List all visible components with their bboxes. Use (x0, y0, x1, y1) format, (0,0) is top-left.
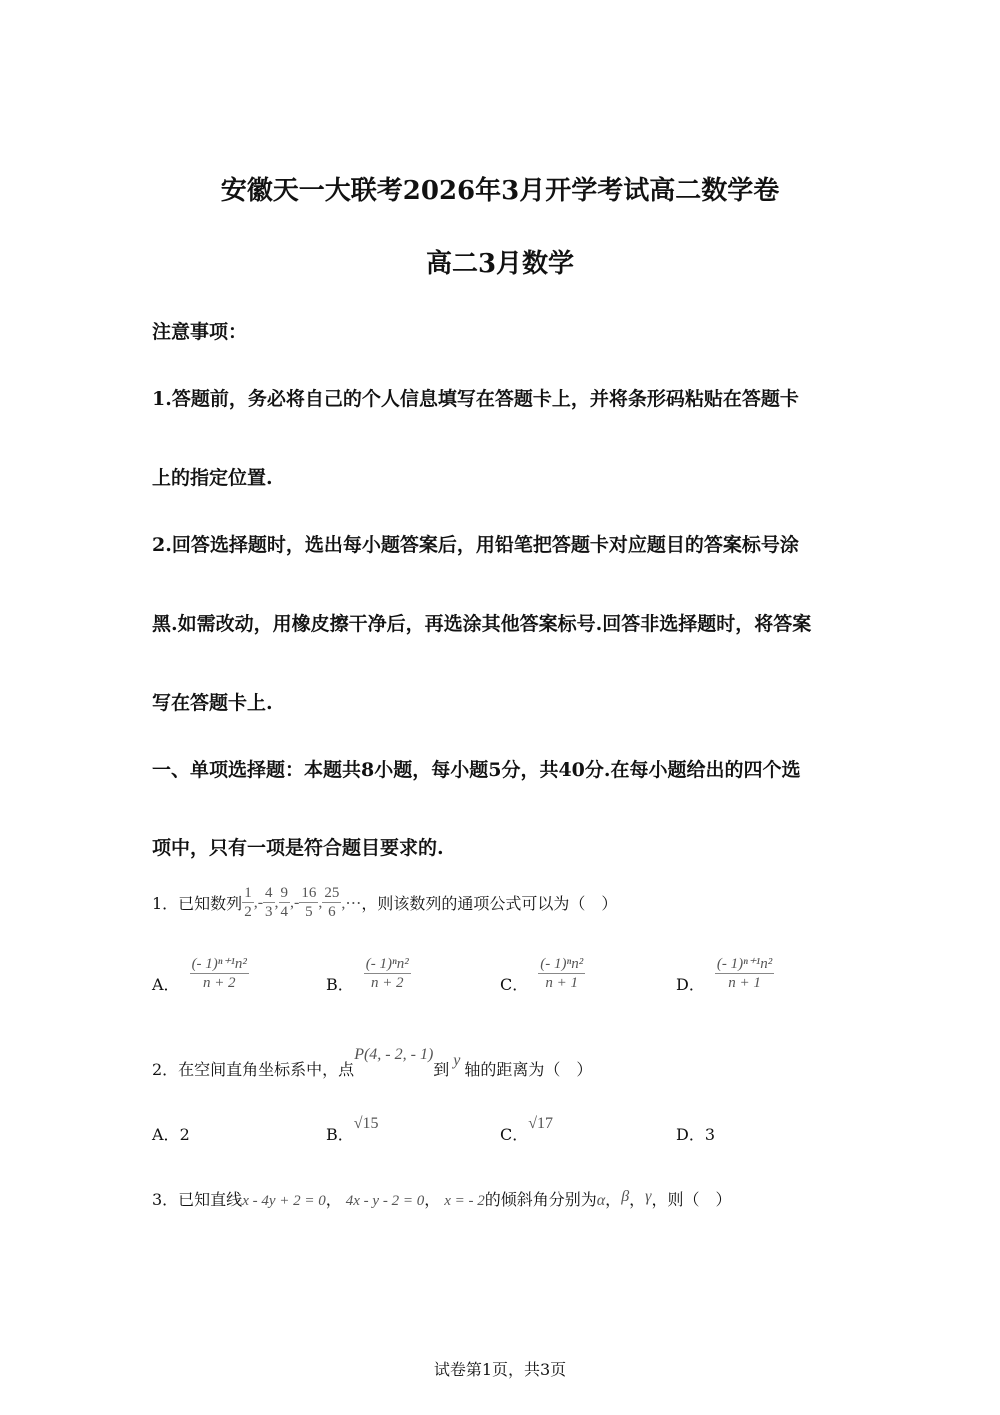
q1-term-3: $\frac{9}{4}$ (280, 885, 289, 920)
q1-option-a-formula (190, 955, 249, 992)
q3-beta: β (621, 1188, 630, 1205)
q2-option-c-value: √17 (528, 1115, 554, 1132)
q3-line-1: x - 4y + 2 = 0 (242, 1193, 326, 1209)
question-3: 3．已知直线x - 4y + 2 = 0， 4x - y - 2 = 0， x = - 2的倾斜角分别为α，β，γ，则（ ） (152, 1188, 732, 1209)
notice-1-line2: 上的指定位置. (152, 467, 273, 489)
q2-option-a[interactable] (152, 1122, 190, 1145)
q1-option-d-label: D． (676, 975, 705, 994)
q2-prefix: 2．在空间直角坐标系中，点 (152, 1060, 355, 1079)
q3-gamma: γ (645, 1188, 652, 1205)
q2-option-d[interactable] (676, 1122, 715, 1145)
q2-option-d-value: 3 (704, 1125, 716, 1144)
notice-1-line1: 1.答题前，务必将自己的个人信息填写在答题卡上，并将条形码粘贴在答题卡 (152, 388, 799, 410)
q1-prefix: 1．已知数列 (152, 894, 243, 913)
q1-option-d-num: (- 1)ⁿ⁺¹n² (716, 956, 773, 972)
exam-title: 安徽天一大联考2026年3月开学考试高二数学卷 (220, 176, 780, 206)
question-1: 1．已知数列 $\frac{1}{2}$ ,- $\frac{4}{3}$ , $\frac{9}{4}$ ,- $\frac{16}{5}$ , $\frac{25}{6}$ ,⋯ ，则该数列的通项公式可以为（ ） (152, 885, 618, 920)
exam-subtitle: 高二3月数学 (425, 249, 575, 279)
q1-term-4: $\frac{16}{5}$ (301, 885, 317, 920)
q1-option-b-num: (- 1)ⁿn² (365, 956, 409, 972)
q1-option-d-formula (715, 955, 774, 992)
question-2 (152, 1046, 593, 1080)
q2-option-b-label: B． (326, 1125, 354, 1144)
q1-term-1: $\frac{1}{2}$ (244, 885, 252, 920)
q3-sep-2: ， (424, 1190, 441, 1209)
q2-option-b[interactable] (326, 1115, 379, 1145)
q2-option-c[interactable] (500, 1115, 554, 1145)
q1-option-a-label: A． (152, 975, 180, 994)
q1-option-b-formula (364, 955, 411, 992)
notice-heading: 注意事项： (152, 321, 248, 343)
q1-option-c[interactable] (500, 952, 585, 995)
q3-alpha: α (596, 1192, 606, 1209)
q2-option-b-value: √15 (353, 1115, 379, 1132)
q1-option-c-den: n + 1 (545, 975, 579, 991)
q2-mid: 到 (433, 1060, 450, 1079)
q1-option-a[interactable] (152, 952, 249, 995)
q3-line-3: x = - 2 (444, 1193, 485, 1209)
notice-2-line2: 黑.如需改动，用橡皮擦干净后，再选涂其他答案标号.回答非选择题时，将答案 (152, 613, 812, 635)
q3-mid: 的倾斜角分别为 (484, 1190, 597, 1209)
q1-suffix: ，则该数列的通项公式可以为（ ） (361, 894, 618, 913)
q1-option-c-num: (- 1)ⁿn² (540, 956, 584, 972)
q2-option-a-label: A． (152, 1125, 180, 1144)
q2-option-d-label: D． (676, 1125, 705, 1144)
q2-suffix: 轴的距离为（ ） (464, 1060, 593, 1079)
q1-option-b[interactable] (326, 952, 411, 995)
q1-term-5: $\frac{25}{6}$ (324, 885, 340, 920)
q1-option-a-num: (- 1)ⁿ⁺¹n² (191, 956, 247, 972)
q3-suffix: ，则（ ） (651, 1190, 732, 1209)
q3-sep-1: ， (325, 1190, 342, 1209)
q1-option-b-den: n + 2 (370, 975, 404, 991)
q3-prefix: 3．已知直线 (152, 1190, 243, 1209)
notice-2-line3: 写在答题卡上. (152, 692, 273, 714)
q2-option-a-value: 2 (179, 1125, 190, 1144)
q1-term-2: $\frac{4}{3}$ (265, 885, 273, 920)
q1-option-d[interactable] (676, 952, 774, 995)
notice-2-line1: 2.回答选择题时，选出每小题答案后，用铅笔把答题卡对应题目的答案标号涂 (152, 534, 799, 556)
q1-option-c-label: C． (500, 975, 529, 994)
section-heading-line2: 项中，只有一项是符合题目要求的. (152, 837, 444, 859)
q1-option-a-den: n + 2 (202, 975, 236, 991)
q2-point: P(4, - 2, - 1) (354, 1046, 434, 1063)
q2-option-c-label: C． (500, 1125, 529, 1144)
q3-line-2: 4x - y - 2 = 0 (345, 1193, 425, 1209)
q1-option-d-den: n + 1 (728, 975, 761, 991)
q1-option-b-label: B． (326, 975, 354, 994)
section-heading-line1: 一、单项选择题：本题共8小题，每小题5分，共40分.在每小题给出的四个选 (152, 759, 801, 781)
q2-axis: y (453, 1052, 461, 1069)
page-footer: 试卷第1页，共3页 (433, 1360, 567, 1379)
q1-option-c-formula (538, 955, 585, 992)
